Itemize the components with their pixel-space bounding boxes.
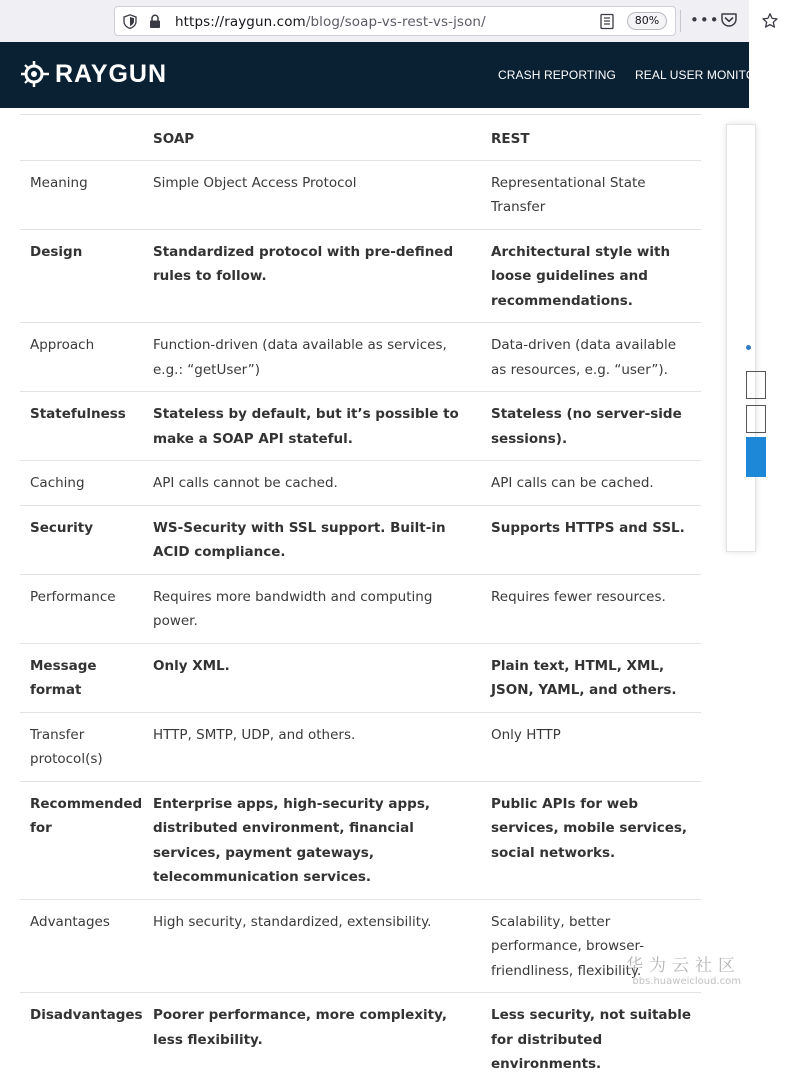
row-label-cell: Transfer protocol(s) bbox=[30, 726, 103, 767]
row-label-cell: Approach bbox=[30, 337, 95, 353]
soap-cell: API calls cannot be cached. bbox=[153, 475, 338, 491]
nav-crash-reporting[interactable]: CRASH REPORTING bbox=[498, 68, 616, 82]
rest-cell: Plain text, HTML, XML, JSON, YAML, and others. bbox=[491, 657, 677, 698]
rest-cell: Only HTTP bbox=[491, 726, 561, 743]
site-header bbox=[0, 42, 786, 108]
raygun-logo[interactable] bbox=[20, 58, 167, 90]
row-label-cell: Disadvantages bbox=[30, 1007, 143, 1023]
toolbar-separator bbox=[680, 10, 681, 32]
bookmark-star-icon[interactable] bbox=[761, 12, 779, 30]
table-row bbox=[20, 160, 701, 229]
table-body bbox=[20, 160, 701, 1086]
header-cell-rest: REST bbox=[491, 131, 530, 147]
watermark-url: bbs.huaweicloud.com bbox=[632, 976, 741, 987]
soap-cell: Stateless by default, but it’s possible to make a SOAP API stateful. bbox=[153, 406, 459, 447]
rest-cell: Scalability, better performance, browser-friendliness, flexibility. bbox=[491, 913, 645, 979]
url-text[interactable] bbox=[175, 14, 486, 30]
logo-text: RAYGUN bbox=[55, 59, 168, 88]
table-row bbox=[20, 574, 701, 643]
table-row bbox=[20, 229, 701, 323]
url-path: /blog/soap-vs-rest-vs-json/ bbox=[305, 14, 486, 30]
page-actions-icon[interactable]: ••• bbox=[690, 11, 720, 29]
comparison-table-container bbox=[20, 114, 701, 1086]
table-row bbox=[20, 712, 701, 781]
lock-icon[interactable] bbox=[149, 14, 161, 29]
watermark-text: 华为云社区 bbox=[626, 956, 741, 976]
rest-cell: Data-driven (data available as resources, e.g. “user”). bbox=[491, 337, 677, 378]
rest-cell: Supports HTTPS and SSL. bbox=[491, 519, 685, 536]
rest-cell: Public APIs for web services, mobile services, social networks. bbox=[491, 795, 688, 861]
sidebar-input[interactable] bbox=[746, 371, 766, 399]
rest-cell: Representational State Transfer bbox=[491, 174, 646, 215]
rest-cell: API calls can be cached. bbox=[491, 475, 654, 491]
rest-cell: Architectural style with loose guidelines and recommendations. bbox=[491, 243, 671, 309]
browser-toolbar bbox=[0, 0, 749, 42]
table-row bbox=[20, 899, 701, 993]
soap-cell: Function-driven (data available as services, e.g.: “getUser”) bbox=[153, 337, 447, 378]
sidebar-bullet bbox=[746, 345, 751, 350]
sidebar-signup-card bbox=[726, 124, 756, 552]
row-label-cell: Statefulness bbox=[30, 406, 126, 422]
table-header-row bbox=[20, 115, 701, 161]
table-row bbox=[20, 505, 701, 574]
sidebar-input[interactable] bbox=[746, 405, 766, 433]
soap-cell: Simple Object Access Protocol bbox=[153, 174, 357, 191]
row-label-cell: Advantages bbox=[30, 913, 110, 930]
soap-cell: WS-Security with SSL support. Built-in ACID compliance. bbox=[153, 519, 446, 560]
row-label-cell: Design bbox=[30, 243, 83, 260]
rest-cell: Less security, not suitable for distributed environments. bbox=[491, 1007, 691, 1072]
nav-real-user-monitoring[interactable]: REAL USER MONITORING bbox=[634, 68, 786, 82]
table-row bbox=[20, 392, 701, 461]
row-label-cell: Performance bbox=[30, 588, 116, 605]
table-row bbox=[20, 993, 701, 1086]
tracking-protection-icon[interactable] bbox=[123, 14, 137, 29]
soap-cell: High security, standardized, extensibility. bbox=[153, 913, 432, 930]
header-cell bbox=[20, 115, 143, 161]
table-row bbox=[20, 461, 701, 506]
table-row bbox=[20, 323, 701, 392]
row-label-cell: Recommended for bbox=[30, 795, 143, 836]
row-label-cell: Security bbox=[30, 519, 94, 536]
row-label-cell: Caching bbox=[30, 475, 85, 491]
pocket-icon[interactable] bbox=[720, 11, 738, 29]
rest-cell: Stateless (no server-side sessions). bbox=[491, 406, 682, 447]
header-cell-soap: SOAP bbox=[153, 131, 195, 147]
soap-cell: Enterprise apps, high-security apps, distributed environment, financial services, payment gateways, telecommunication services. bbox=[153, 795, 431, 885]
soap-cell: Requires more bandwidth and computing power. bbox=[153, 588, 433, 629]
reader-view-icon[interactable] bbox=[599, 13, 615, 30]
zoom-level-badge[interactable]: 80% bbox=[627, 12, 667, 30]
table-row bbox=[20, 643, 701, 712]
soap-cell: Poorer performance, more complexity, less flexibility. bbox=[153, 1007, 447, 1048]
raygun-logo-icon bbox=[20, 59, 50, 89]
soap-cell: HTTP, SMTP, UDP, and others. bbox=[153, 726, 356, 743]
rest-cell: Requires fewer resources. bbox=[491, 588, 666, 605]
main-nav bbox=[498, 68, 805, 82]
watermark bbox=[626, 951, 741, 987]
table-row bbox=[20, 781, 701, 899]
soap-cell: Only XML. bbox=[153, 657, 230, 674]
sidebar-submit-button[interactable] bbox=[746, 437, 766, 477]
row-label-cell: Message format bbox=[30, 657, 97, 698]
row-label-cell: Meaning bbox=[30, 174, 88, 191]
soap-vs-rest-table bbox=[20, 114, 701, 1086]
soap-cell: Standardized protocol with pre-defined rules to follow. bbox=[153, 243, 454, 284]
address-bar[interactable] bbox=[114, 6, 676, 36]
url-host: https://raygun.com bbox=[175, 14, 306, 30]
